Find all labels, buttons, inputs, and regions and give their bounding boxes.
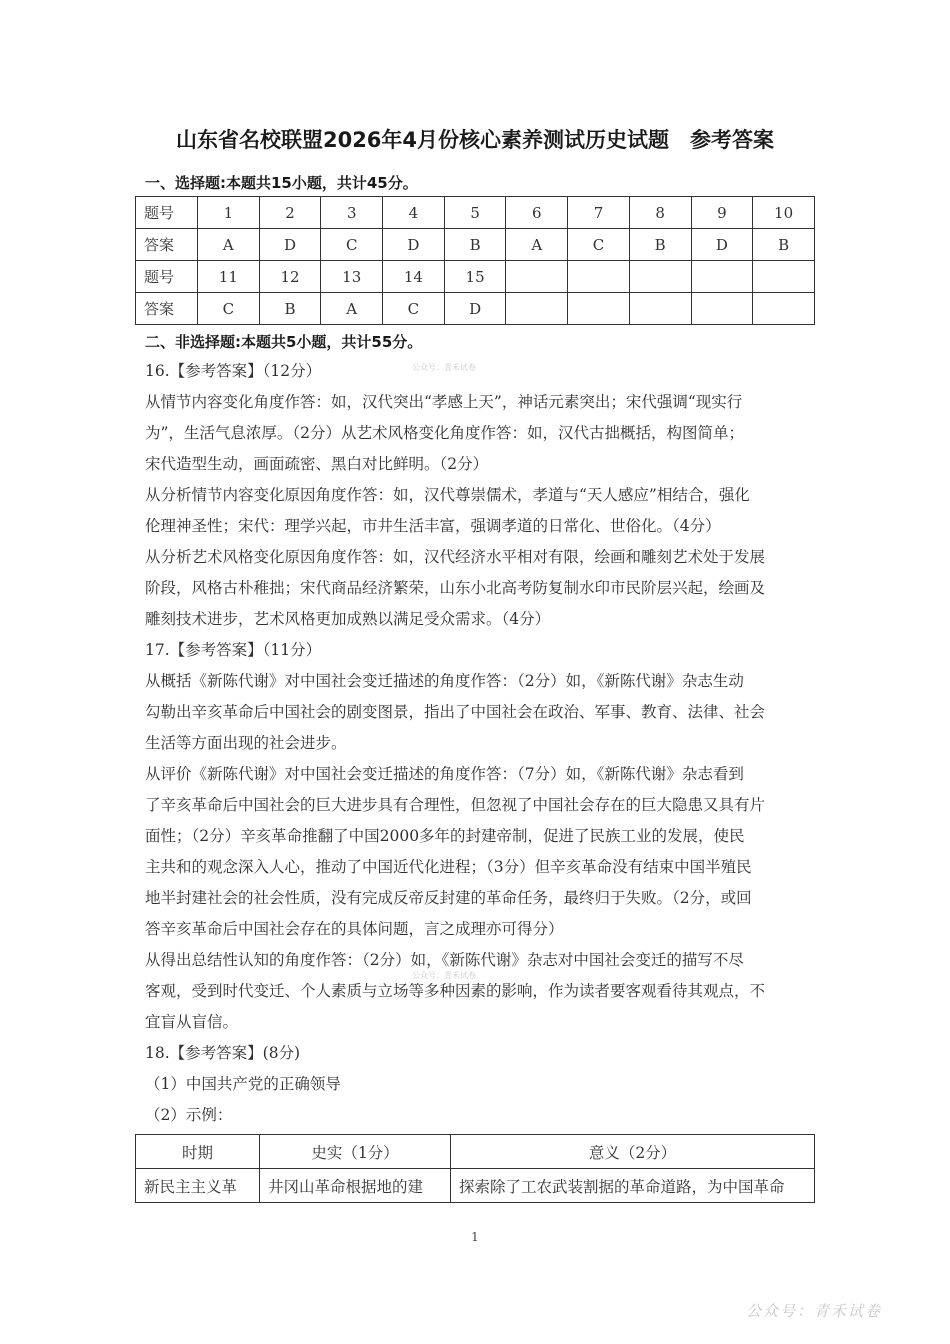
table-cell: 9 [691, 197, 753, 229]
table-header: 意义（2分） [451, 1135, 815, 1169]
table-cell: D [444, 293, 506, 325]
table-cell: D [691, 229, 753, 261]
table-cell: D [383, 229, 445, 261]
text-line: 从情节内容变化角度作答：如，汉代突出“孝感上天”，神话元素突出；宋代强调“现实行 [145, 393, 743, 411]
text-line: 伦理神圣性；宋代：理学兴起，市井生活丰富，强调孝道的日常化、世俗化。（4分） [145, 517, 721, 535]
table-row [136, 261, 815, 293]
table-cell [506, 261, 568, 293]
text-line: 16.【参考答案】（12分） [145, 362, 322, 380]
table-cell: A [321, 293, 383, 325]
table-cell [753, 261, 815, 293]
table-cell: C [383, 293, 445, 325]
text-line: 阶段，风格古朴稚拙；宋代商品经济繁荣，山东小北高考防复制水印市民阶层兴起，绘画及 [145, 579, 766, 597]
table-cell: 探索除了工农武装割据的革命道路，为中国革命 [451, 1169, 815, 1203]
table-cell [753, 293, 815, 325]
table-cell: 井冈山革命根据地的建 [260, 1169, 451, 1203]
text-line: （1）中国共产党的正确领导 [145, 1075, 341, 1093]
text-line: 生活等方面出现的社会进步。 [145, 734, 347, 752]
text-line: 从分析情节内容变化原因角度作答：如，汉代尊崇儒术，孝道与“天人感应”相结合，强化 [145, 486, 750, 504]
text-line: 了辛亥革命后中国社会的巨大进步具有合理性，但忽视了中国社会存在的巨大隐患又具有片 [145, 796, 766, 814]
row-label: 答案 [136, 229, 198, 261]
table-cell: 10 [753, 197, 815, 229]
table-cell: 新民主主义革 [136, 1169, 260, 1203]
answer-text-body [145, 356, 813, 1131]
table-cell: B [259, 293, 321, 325]
table-cell: D [259, 229, 321, 261]
table-cell: 6 [506, 197, 568, 229]
table-cell [506, 293, 568, 325]
table-cell: 1 [198, 197, 260, 229]
page-title: 山东省名校联盟2026年4月份核心素养测试历史试题 参考答案 [175, 128, 775, 152]
row-label: 题号 [136, 261, 198, 293]
text-line: （2）示例： [145, 1106, 233, 1124]
text-line: 从概括《新陈代谢》对中国社会变迁描述的角度作答：（2分）如，《新陈代谢》杂志生动 [145, 672, 744, 690]
table-cell: A [198, 229, 260, 261]
table-cell [629, 293, 691, 325]
table-cell: 15 [444, 261, 506, 293]
answer-table [135, 196, 815, 325]
table-cell: 8 [629, 197, 691, 229]
watermark-text: 公众号：青禾试卷 [412, 971, 476, 980]
text-line: 18.【参考答案】(8分) [145, 1044, 301, 1062]
text-line: 答辛亥革命后中国社会存在的具体问题，言之成理亦可得分） [145, 920, 564, 938]
text-line: 勾勒出辛亥革命后中国社会的剧变图景，指出了中国社会在政治、军事、教育、法律、社会 [145, 703, 766, 721]
table-cell [568, 293, 630, 325]
watermark-text: 公众号：青禾试卷 [412, 363, 476, 372]
table-header: 史实（1分） [260, 1135, 451, 1169]
table-cell [629, 261, 691, 293]
section-1-heading: 一、选择题:本题共15小题，共计45分。 [145, 174, 418, 192]
table-cell: B [444, 229, 506, 261]
table-cell: 14 [383, 261, 445, 293]
table-row [136, 197, 815, 229]
text-line: 宋代造型生动，画面疏密、黑白对比鲜明。（2分） [145, 455, 489, 473]
table-cell [691, 261, 753, 293]
table-cell: A [506, 229, 568, 261]
table-cell: 2 [259, 197, 321, 229]
table-header: 时期 [136, 1135, 260, 1169]
table-cell: 3 [321, 197, 383, 229]
q18-example-table [135, 1134, 815, 1203]
table-cell [691, 293, 753, 325]
text-line: 为”，生活气息浓厚。（2分）从艺术风格变化角度作答：如，汉代古拙概括，构图简单； [145, 424, 745, 442]
table-cell: 12 [259, 261, 321, 293]
table-row [136, 229, 815, 261]
row-label: 题号 [136, 197, 198, 229]
table-row [136, 293, 815, 325]
text-line: 主共和的观念深入人心，推动了中国近代化进程；（3分）但辛亥革命没有结束中国半殖民 [145, 858, 752, 876]
text-line: 客观，受到时代变迁、个人素质与立场等多种因素的影响，作为读者要客观看待其观点，不 [145, 982, 766, 1000]
row-label: 答案 [136, 293, 198, 325]
text-line: 从评价《新陈代谢》对中国社会变迁描述的角度作答：（7分）如，《新陈代谢》杂志看到 [145, 765, 744, 783]
text-line: 雕刻技术进步，艺术风格更加成熟以满足受众需求。（4分） [145, 610, 551, 628]
table-cell: B [753, 229, 815, 261]
table-cell: 4 [383, 197, 445, 229]
table-cell: C [198, 293, 260, 325]
page-number: 1 [471, 1230, 479, 1244]
text-line: 从得出总结性认知的角度作答：（2分）如，《新陈代谢》杂志对中国社会变迁的描写不尽 [145, 951, 744, 969]
table-cell: 5 [444, 197, 506, 229]
text-line: 地半封建社会的社会性质，没有完成反帝反封建的革命任务，最终归于失败。（2分，或回 [145, 889, 752, 907]
text-line: 从分析艺术风格变化原因角度作答：如，汉代经济水平相对有限，绘画和雕刻艺术处于发展 [145, 548, 766, 566]
table-cell: C [321, 229, 383, 261]
table-cell: C [568, 229, 630, 261]
text-line: 面性；（2分）辛亥革命推翻了中国2000多年的封建帝制，促进了民族工业的发展，使民 [145, 827, 745, 845]
table-cell: 11 [198, 261, 260, 293]
text-line: 17.【参考答案】（11分） [145, 641, 322, 659]
text-line: 宜盲从盲信。 [145, 1013, 239, 1031]
table-cell: B [629, 229, 691, 261]
section-2-heading: 二、非选择题:本题共5小题，共计55分。 [145, 333, 423, 351]
table-cell: 13 [321, 261, 383, 293]
corner-watermark: 公众号：青禾试卷 [745, 1302, 882, 1320]
table-cell [568, 261, 630, 293]
table-cell: 7 [568, 197, 630, 229]
